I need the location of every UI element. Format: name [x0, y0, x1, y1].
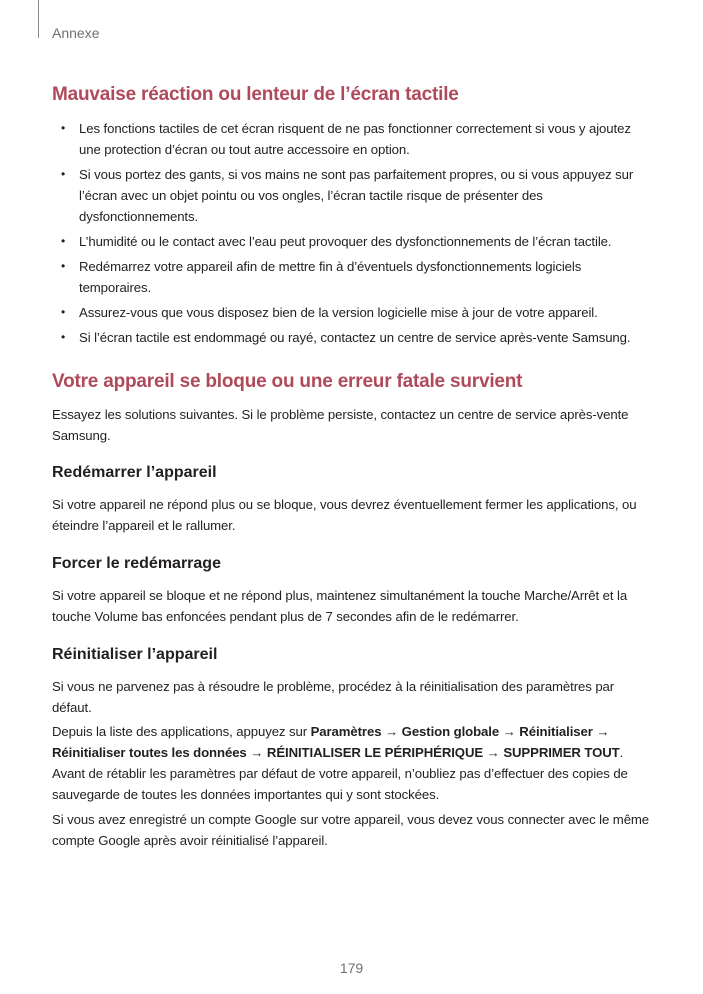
bullet-dot-icon: •	[61, 234, 66, 248]
freeze-heading: Votre appareil se bloque ou une erreur fatale survient	[52, 371, 523, 392]
menu-path-reinitialiser-peripherique: RÉINITIALISER LE PÉRIPHÉRIQUE	[266, 745, 484, 760]
menu-path-reinitialiser-toutes-donnees: Réinitialiser toutes les données	[52, 745, 247, 760]
restart-text: Si votre appareil ne répond plus ou se bloque, vous devrez éventuellement fermer les applications, ou éteindre l’appareil et le rallumer.	[52, 497, 637, 533]
bullet-dot-icon: •	[61, 121, 66, 135]
menu-path-supprimer-tout: SUPPRIMER TOUT	[503, 745, 620, 760]
reset-text-2	[52, 721, 652, 805]
header-rule	[38, 0, 39, 38]
bullet-text: Si vous portez des gants, si vos mains ne sont pas parfaitement propres, ou si vous appuyez sur l’écran avec un objet pointu ou vos ongles, l’écran tactile risque de présenter des dysfonctionnements.	[79, 167, 634, 224]
bullet-text: Si l’écran tactile est endommagé ou rayé, contactez un centre de service après-vente Samsung.	[79, 330, 631, 345]
menu-path-gestion-globale: Gestion globale	[401, 724, 500, 739]
force-restart-text: Si votre appareil se bloque et ne répond plus, maintenez simultanément la touche Marche/Arrêt et la touche Volume bas enfoncées pendant plus de 7 secondes afin de le redémarrer.	[52, 588, 628, 624]
bullet-text: L’humidité ou le contact avec l’eau peut provoquer des dysfonctionnements de l’écran tactile.	[79, 234, 612, 249]
bullet-dot-icon: •	[61, 330, 66, 344]
bullet-item	[52, 256, 652, 298]
reset-text-2-prefix: Depuis la liste des applications, appuyez sur	[52, 724, 311, 739]
reset-text-2-suffix: . Avant de rétablir les paramètres par défaut de votre appareil, n’oubliez pas d’effectuer des copies de sauvegarde de toutes les données importantes qui y sont stockées.	[52, 745, 628, 802]
bullet-dot-icon: •	[61, 259, 66, 273]
section-label: Annexe	[52, 25, 100, 41]
force-restart-heading: Forcer le redémarrage	[52, 555, 221, 572]
restart-heading: Redémarrer l’appareil	[52, 464, 217, 481]
arrow-icon: →	[381, 724, 402, 739]
bullet-text: Assurez-vous que vous disposez bien de la version logicielle mise à jour de votre appareil.	[79, 305, 598, 320]
menu-path-parametres: Paramètres	[310, 724, 382, 739]
bullet-text: Redémarrez votre appareil afin de mettre fin à d’éventuels dysfonctionnements logiciels temporaires.	[79, 259, 582, 295]
bullet-dot-icon: •	[61, 167, 66, 181]
arrow-icon: →	[499, 724, 520, 739]
bullet-dot-icon: •	[61, 305, 66, 319]
freeze-intro: Essayez les solutions suivantes. Si le problème persiste, contactez un centre de service après-vente Samsung.	[52, 407, 629, 443]
reset-text-3: Si vous avez enregistré un compte Google sur votre appareil, vous devez vous connecter avec le même compte Google après avoir réinitialisé l’appareil.	[52, 812, 650, 848]
arrow-icon: →	[246, 745, 267, 760]
arrow-icon: →	[592, 724, 610, 739]
bullet-item	[52, 118, 652, 160]
bullet-item	[52, 327, 652, 348]
bullet-item	[52, 231, 652, 252]
page-number: 179	[339, 960, 364, 976]
menu-path-reinitialiser: Réinitialiser	[519, 724, 593, 739]
reset-heading: Réinitialiser l’appareil	[52, 646, 218, 663]
arrow-icon: →	[483, 745, 504, 760]
reset-text-1: Si vous ne parvenez pas à résoudre le problème, procédez à la réinitialisation des paramètres par défaut.	[52, 679, 615, 715]
bullet-item	[52, 302, 652, 323]
touch-bullet-list	[52, 118, 652, 352]
bullet-text: Les fonctions tactiles de cet écran risquent de ne pas fonctionner correctement si vous y ajoutez une protection d’écran ou tout autre accessoire en option.	[79, 121, 631, 157]
bullet-item	[52, 164, 652, 227]
touch-heading: Mauvaise réaction ou lenteur de l’écran tactile	[52, 84, 459, 105]
